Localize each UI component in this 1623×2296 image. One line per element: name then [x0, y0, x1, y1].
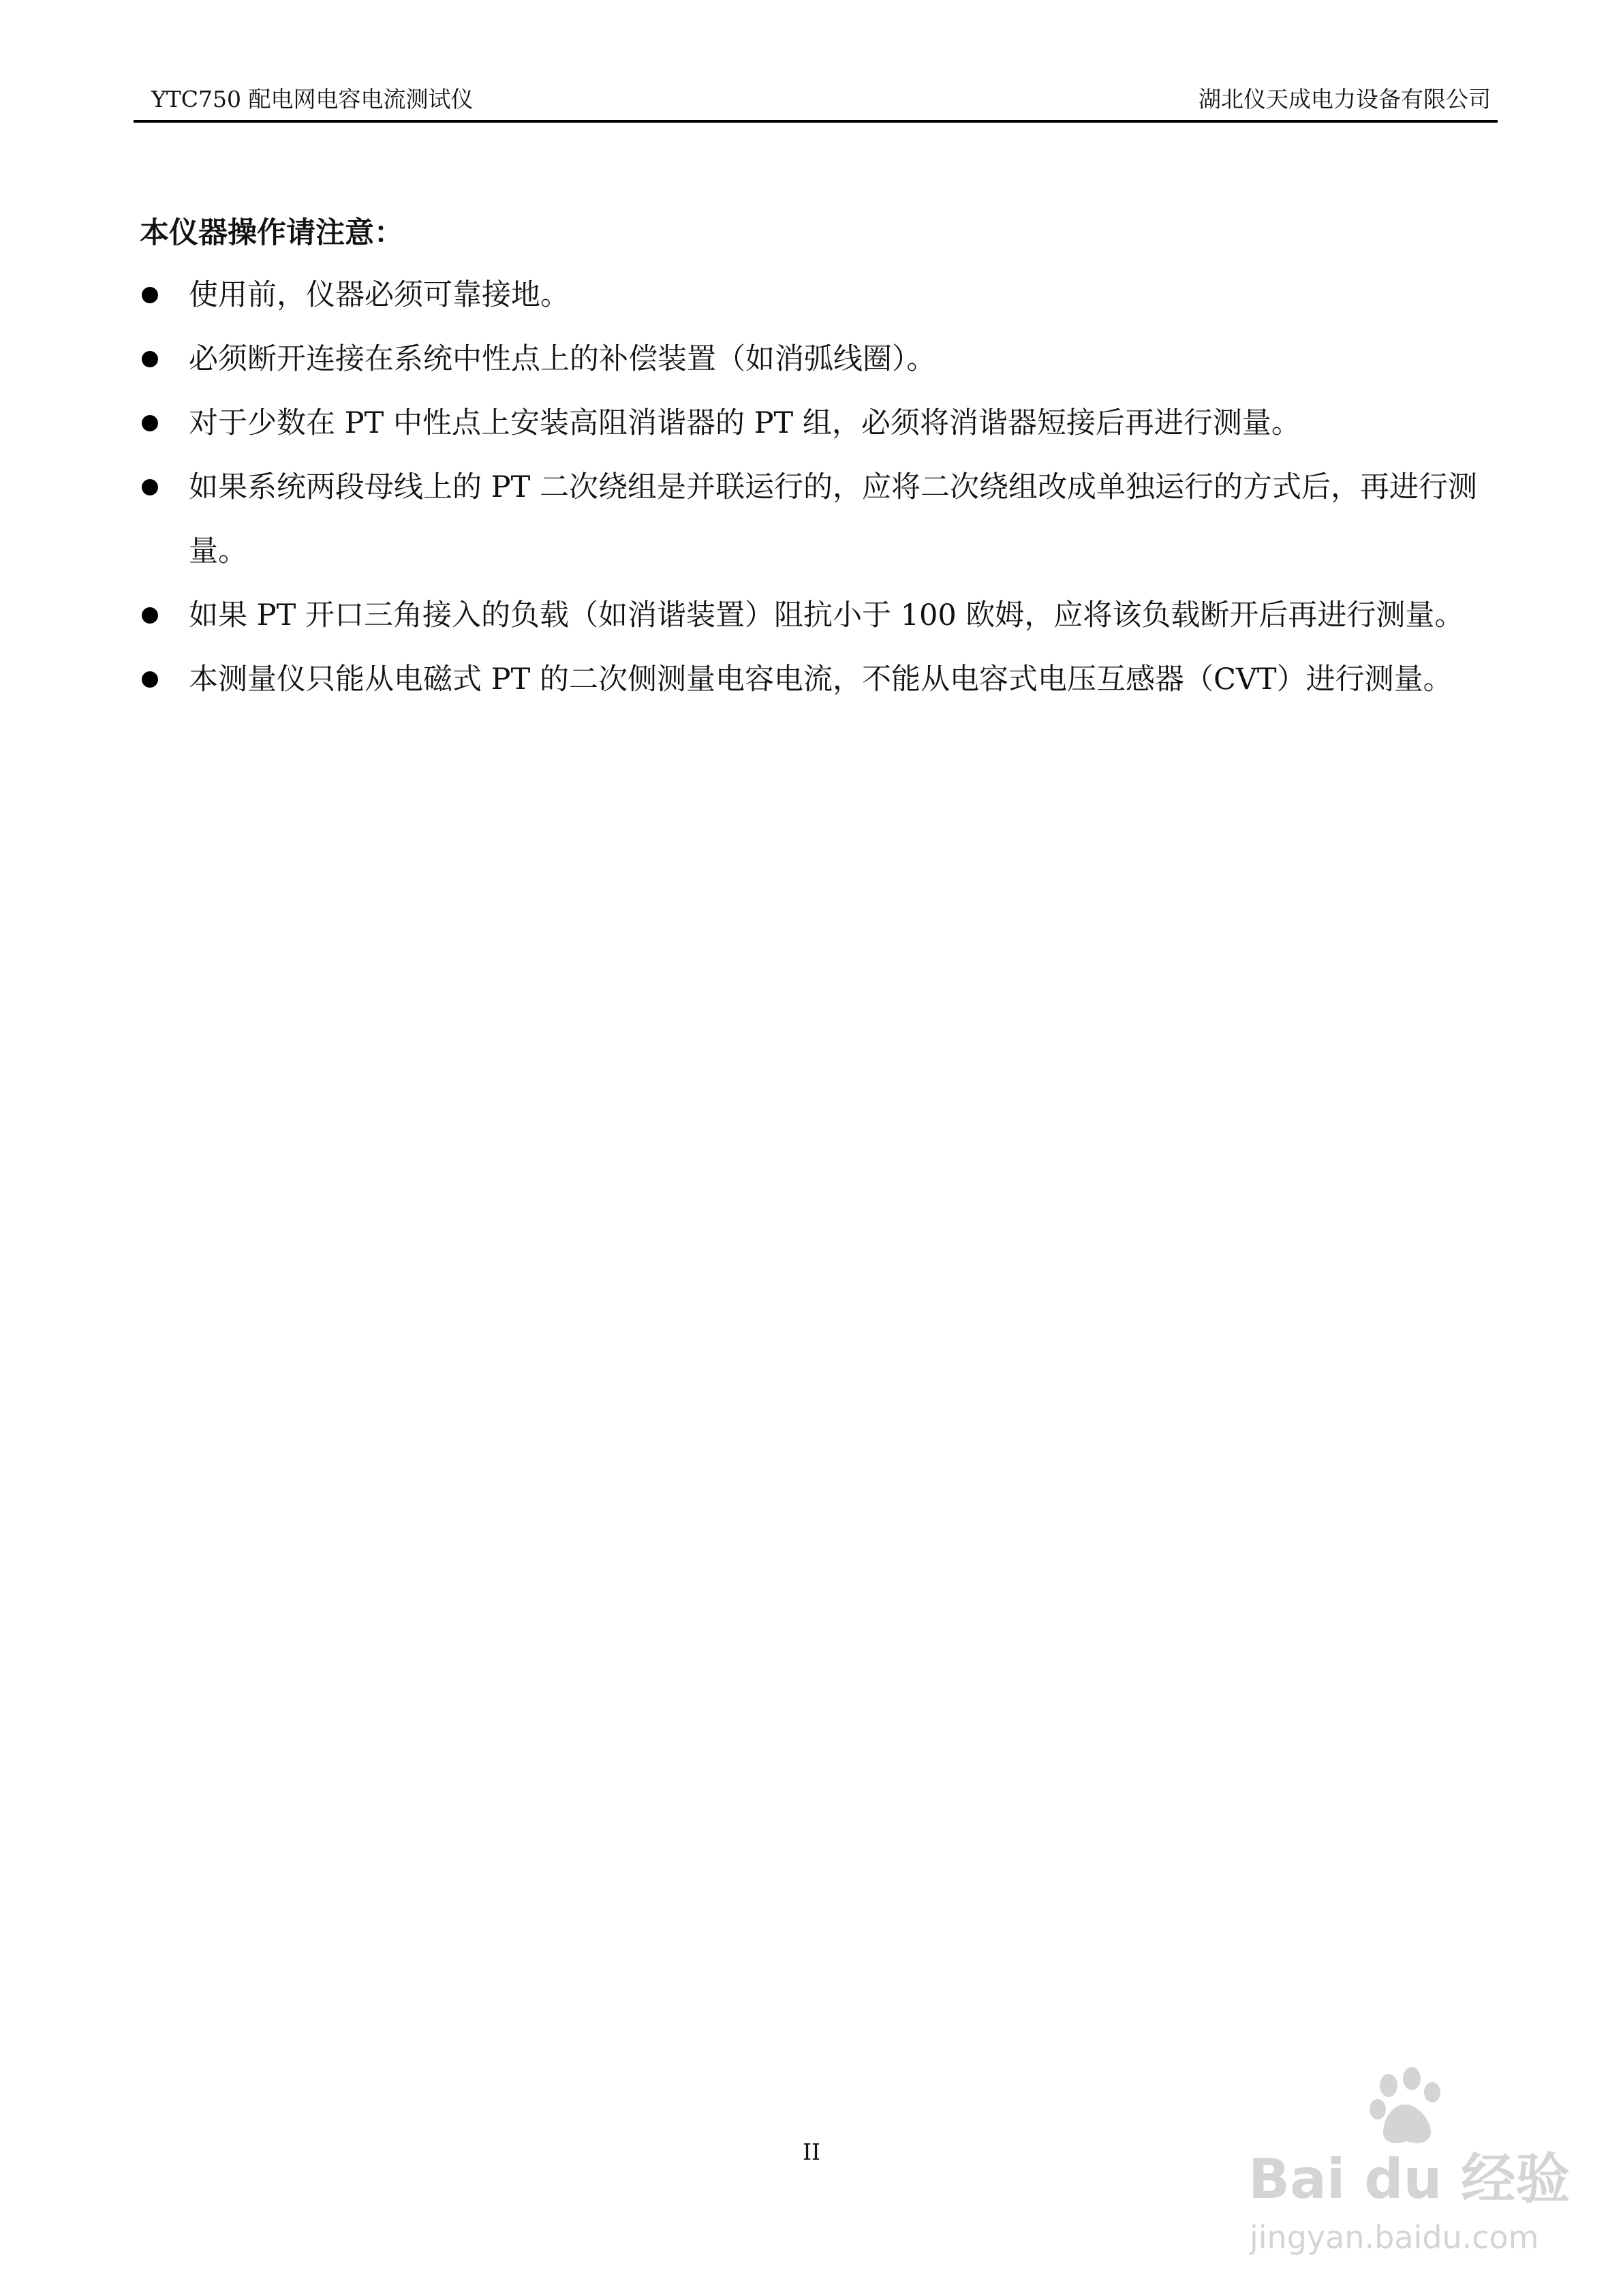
watermark-url: jingyan.baidu.com: [1250, 2219, 1539, 2256]
notice-item: [140, 391, 1499, 455]
document-title: YTC750 配电网电容电流测试仪: [151, 86, 474, 112]
bullet-icon: [142, 351, 158, 367]
bullet-icon: [142, 479, 158, 495]
notice-item-text: 如果系统两段母线上的 PT 二次绕组是并联运行的，应将二次绕组改成单独运行的方式后，再进行测量。: [189, 470, 1477, 568]
notice-title: 本仪器操作请注意：: [140, 216, 403, 250]
notice-item: [140, 327, 1499, 391]
page-number: II: [802, 2139, 821, 2165]
notice-item: [140, 647, 1499, 711]
notice-item-text: 如果 PT 开口三角接入的负载（如消谐装置）阻抗小于 100 欧姆，应将该负载断开后再进行测量。: [189, 598, 1464, 632]
bullet-icon: [142, 287, 158, 303]
bullet-icon: [142, 415, 158, 431]
baidu-watermark: [1241, 2065, 1571, 2269]
baidu-paw-icon: [1364, 2065, 1453, 2154]
page-header: [134, 75, 1498, 123]
notice-item-text: 本测量仪只能从电磁式 PT 的二次侧测量电容电流，不能从电容式电压互感器（CVT）进行测量。: [189, 662, 1453, 697]
bullet-icon: [142, 671, 158, 688]
bullet-icon: [142, 607, 158, 624]
notice-item: [140, 455, 1499, 583]
notice-item: [140, 583, 1499, 647]
notice-item-text: 必须断开连接在系统中性点上的补偿装置（如消弧线圈）。: [189, 342, 936, 376]
notice-item-text: 使用前，仪器必须可靠接地。: [189, 278, 570, 312]
notice-section: [140, 211, 1499, 711]
notice-item-text: 对于少数在 PT 中性点上安装高阻消谐器的 PT 组，必须将消谐器短接后再进行测量。: [189, 406, 1301, 440]
company-name: 湖北仪天成电力设备有限公司: [1199, 86, 1491, 112]
notice-item: [140, 263, 1499, 327]
watermark-brand: Bai du 经验: [1248, 2147, 1571, 2211]
notice-list: [140, 263, 1499, 711]
